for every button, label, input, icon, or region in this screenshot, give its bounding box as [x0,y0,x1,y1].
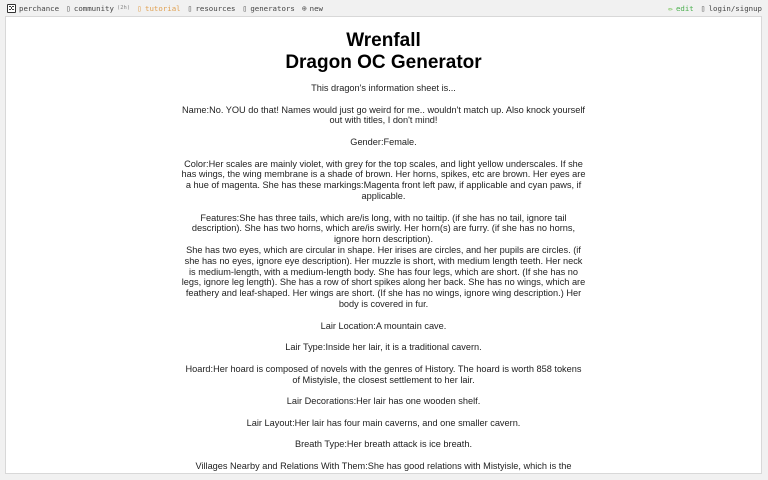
community-count: (2h) [116,5,131,11]
page-title [6,30,761,74]
dice-icon [7,4,16,13]
generators-icon: ▯ [242,3,248,13]
nav-left [7,4,323,13]
lair-decorations-field: Lair Decorations:Her lair has one wooden shelf. [286,396,481,407]
nav-right [668,4,762,13]
lair-layout-field: Lair Layout:Her lair has four main caverns, and one smaller cavern. [246,417,521,428]
nav-new[interactable] [302,4,323,13]
nav-tutorial[interactable] [137,4,180,13]
nav-tutorial-label: tutorial [145,3,181,13]
nav-login-label: login/signup [708,3,762,13]
nav-generators-label: generators [250,3,295,13]
nav-community-label: community [73,3,114,13]
nav-login[interactable] [701,4,762,13]
lair-location-field: Lair Location:A mountain cave. [320,320,447,331]
generator-output-frame [5,16,762,474]
nav-community[interactable] [66,4,130,13]
info-sheet [182,83,586,472]
villages-field: Villages Nearby and Relations With Them:She has good relations with Mistyisle, which is the [195,460,572,471]
nav-generators[interactable] [242,4,294,13]
color-field: Color:Her scales are mainly violet, with grey for the top scales, and light yellow underscales. If she has wings, the wing membrane is a shade of brown. Her horns, spikes, etc are brown. Her eyes are a hue of magenta. She has these markings:Magenta front left paw, if applicable and cyan paws, if applicable. [181,158,586,201]
pencil-icon: ✏ [668,3,673,13]
top-nav-bar [0,0,768,16]
title-line-2: Dragon OC Generator [285,52,482,73]
title-line-1: Wrenfall [346,30,421,51]
generator-content [6,17,761,472]
nav-resources-label: resources [195,3,236,13]
gender-field: Gender:Female. [350,136,417,147]
community-icon: ▯ [66,3,71,13]
breath-type-field: Breath Type:Her breath attack is ice breath. [294,439,473,450]
user-icon: ▯ [700,3,706,13]
nav-perchance-label: perchance [19,3,60,13]
nav-resources[interactable] [188,4,236,13]
features-continued: She has two eyes, which are circular in shape. Her irises are circles, and her pupils are circles. (if she has no eyes, ignore eye description). Her muzzle is short, with medium length teeth. Her neck is medium-length, with a medium-length body. She has four legs, which are short. (If she has no legs, ignore leg length). She has a row of short spikes along her back. She has no wings, which are feathery and leaf-shaped. Her wings are short. (If she has no wings, ignore wing description.) Her body is covered in fur. [181,244,586,309]
intro-text: This dragon's information sheet is... [311,83,456,93]
tutorial-icon: ▯ [137,3,142,13]
lair-type-field: Lair Type:Inside her lair, it is a traditional cavern. [285,342,482,353]
nav-perchance[interactable] [7,4,59,13]
plus-circle-icon: ⊕ [301,3,307,13]
nav-edit[interactable] [668,4,694,13]
features-field: Features:She has three tails, which are/is long, with no tailtip. (if she has no tail, ignore tail description). She has two horns, which are/is swirly. Her horn(s) are furry. (if she has no horns, ignore horn description). [191,212,576,245]
nav-edit-label: edit [675,3,694,13]
name-field: Name:No. YOU do that! Names would just go weird for me.. wouldn't match up. Also knock yourself out with titles, I don't mind! [182,104,585,126]
resources-icon: ▯ [187,3,193,13]
nav-new-label: new [309,3,323,13]
hoard-field: Hoard:Her hoard is composed of novels with the genres of History. The hoard is worth 858 tokens of Mistyisle, the closest settlement to her lair. [185,363,582,385]
